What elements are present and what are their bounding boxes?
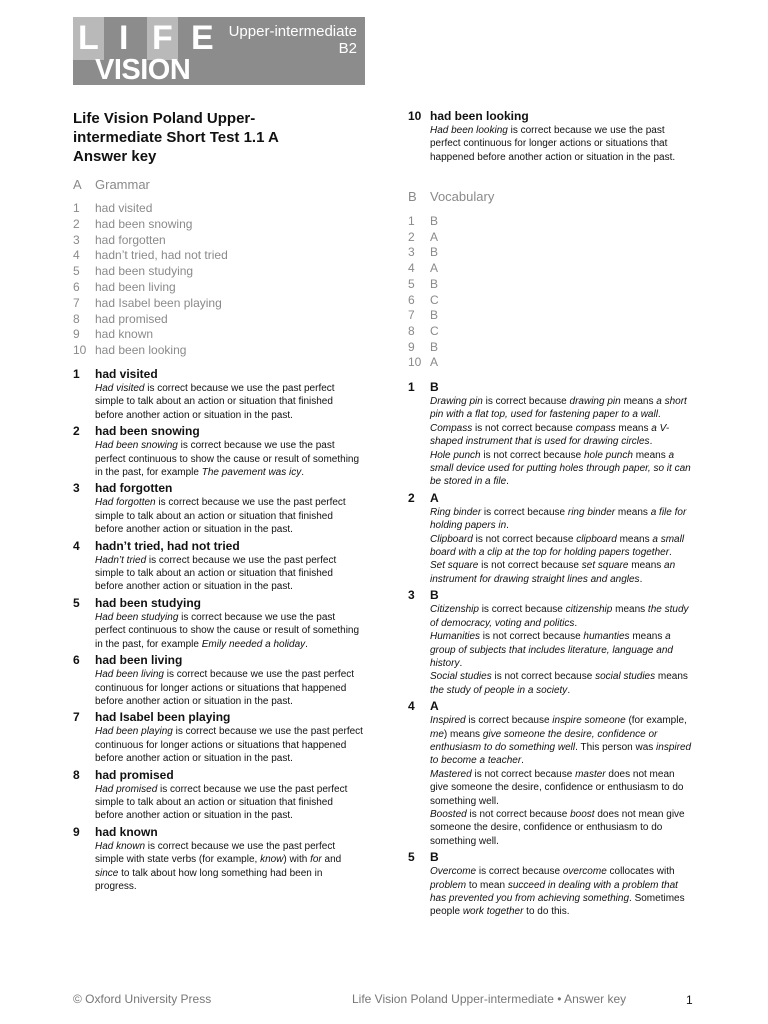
level-code: B2 [338, 40, 357, 57]
vocabulary-explanation-number: 5 [408, 850, 415, 865]
vocabulary-answer-text: C [430, 292, 439, 307]
grammar-answer-9 [73, 327, 228, 343]
vocabulary-explanation-answer: B [430, 380, 439, 394]
vocabulary-answer-2 [408, 230, 439, 246]
vocabulary-answer-1 [408, 214, 439, 230]
grammar-explanation-text: Hadn’t tried is correct because we use the past perfect simple to talk about an action or situation that finished before another action or situation in the past. [95, 554, 337, 593]
grammar-explanation-answer: had been living [95, 653, 183, 668]
grammar-explanation-number: 10 [408, 109, 422, 123]
vocabulary-answer-3 [408, 245, 439, 261]
grammar-explanation-number: 4 [73, 538, 80, 553]
vocabulary-answer-5 [408, 277, 439, 293]
logo-letter-l: L [78, 19, 99, 57]
grammar-answer-1 [73, 201, 228, 217]
grammar-explanation-2 [73, 424, 363, 479]
grammar-answer-5 [73, 264, 228, 280]
vocabulary-answer-text: A [430, 261, 439, 276]
grammar-explanation-7 [73, 710, 363, 765]
grammar-explanation-text: Had been studying is correct because we use the past perfect continuous to show the cause or result of something in the past, for example Emily needed a holiday. [95, 611, 360, 650]
grammar-explanation-text: Had visited is correct because we use the past perfect simple to talk about an action or situation that finished before another action or situation in the past. [95, 383, 335, 421]
grammar-answer-number: 6 [73, 279, 80, 294]
vocabulary-explanation-answer: A [430, 699, 439, 714]
grammar-explanation-text: Had promised is correct because we use the past perfect simple to talk about an action or situation that finished before another action or situation in the past. [95, 783, 348, 822]
grammar-answer-text: hadn’t tried, had not tried [95, 248, 228, 263]
vocabulary-explanation-text: Ring binder is correct because ring binder means a file for holding papers in. Clipboard is not correct because clipboard means a small board with a clip at the top for holding papers together. Set square is not correct because set square means an instrument for drawing straight lines and angles. [430, 506, 687, 585]
grammar-title: Grammar [95, 177, 150, 192]
vocabulary-answer-8 [408, 324, 439, 340]
grammar-answer-number: 7 [73, 295, 80, 310]
footer-title: Life Vision Poland Upper-intermediate • Answer key [352, 992, 627, 1006]
grammar-explanation-number: 1 [73, 367, 80, 381]
vocabulary-explanation-2 [408, 491, 693, 586]
vocabulary-answer-number: 8 [408, 323, 415, 338]
grammar-letter: A [73, 177, 82, 192]
vocabulary-letter: B [408, 189, 417, 204]
vocabulary-explanation-answer: B [430, 588, 439, 603]
grammar-explanation-10 [408, 109, 693, 164]
page-number: 1 [686, 993, 693, 1007]
vision-logo: VISION [95, 54, 191, 85]
vocabulary-answer-6 [408, 293, 439, 309]
grammar-answer-text: had forgotten [95, 232, 166, 247]
vocabulary-answer-text: B [430, 339, 439, 354]
grammar-answer-text: had been snowing [95, 216, 193, 231]
grammar-answer-text: had been living [95, 279, 176, 294]
copyright: © Oxford University Press [73, 992, 212, 1006]
vocabulary-explanation-3 [408, 588, 693, 697]
grammar-answer-10 [73, 343, 228, 359]
grammar-answer-number: 3 [73, 232, 80, 247]
vocabulary-title: Vocabulary [430, 189, 495, 204]
vocabulary-answer-10 [408, 355, 439, 371]
grammar-answer-number: 1 [73, 201, 80, 215]
grammar-explanation-8 [73, 768, 363, 823]
vocabulary-answer-text: B [430, 245, 439, 260]
vocabulary-explanation-text: Citizenship is correct because citizenship means the study of democracy, voting and politics. Humanities is not correct because humanties means a group of subjects that includes literature, language and history. Social studies is not correct because social studies means the study of people in a society. [430, 604, 689, 696]
grammar-answer-4 [73, 248, 228, 264]
vocabulary-explanation-text: Inspired is correct because inspire someone (for example, me) means give someone the desire, confidence or enthusiasm to do something well. This person was inspired to become a teacher. Mastered is not correct because master does not mean give someone the desire, confidence or enthusiasm to do something well. Boosted is not correct because boost does not mean give someone the desire, confidence or enthusiasm to do something well. [430, 715, 692, 847]
vocabulary-explanation-number: 1 [408, 380, 415, 394]
grammar-explanation-text: Had known is correct because we use the past perfect simple with state verbs (for example, know) with for and since to talk about how long something had been in progress. [95, 840, 342, 892]
vocabulary-answer-number: 10 [408, 355, 422, 370]
grammar-explanation-6 [73, 653, 363, 708]
vocabulary-answer-list [408, 214, 439, 371]
vocabulary-answer-number: 7 [408, 308, 415, 323]
grammar-answer-8 [73, 312, 228, 328]
grammar-answer-number: 4 [73, 248, 80, 263]
vocabulary-explanation-text: Overcome is correct because overcome collocates with problem to mean succeed in dealing with a problem that has prevented you from achieving something. Sometimes people work together to do this. [430, 866, 685, 918]
grammar-explanation-number: 2 [73, 424, 80, 439]
grammar-explanation-answer: had Isabel been playing [95, 710, 231, 725]
grammar-answer-number: 5 [73, 264, 80, 279]
vocabulary-answer-7 [408, 308, 439, 324]
grammar-explanation-number: 7 [73, 710, 80, 725]
grammar-answer-7 [73, 296, 228, 312]
grammar-explanation-answer: had promised [95, 767, 174, 782]
grammar-explanation-number: 5 [73, 595, 80, 610]
grammar-explanations [73, 367, 363, 895]
vocabulary-explanation-answer: B [430, 850, 439, 865]
vocabulary-answer-number: 6 [408, 292, 415, 307]
vocabulary-explanation-number: 3 [408, 588, 415, 603]
vocabulary-explanation-4 [408, 699, 693, 848]
grammar-answer-text: had been looking [95, 343, 187, 358]
grammar-explanation-text: Had forgotten is correct because we use the past perfect simple to talk about an action or situation that finished before another action or situation in the past. [95, 497, 346, 536]
vocabulary-answer-number: 5 [408, 276, 415, 291]
grammar-explanation-answer: had forgotten [95, 481, 173, 496]
grammar-explanation-5 [73, 596, 363, 651]
grammar-answer-text: had been studying [95, 264, 194, 279]
grammar-explanation-1 [73, 367, 363, 422]
level-label [229, 23, 357, 57]
vocabulary-answer-text: C [430, 323, 439, 338]
vocabulary-answer-text: B [430, 308, 439, 323]
grammar-answer-3 [73, 233, 228, 249]
grammar-explanation-number: 3 [73, 481, 80, 496]
grammar-answer-text: had known [95, 327, 154, 342]
vocabulary-explanation-1 [408, 380, 693, 489]
vocabulary-answer-number: 9 [408, 339, 415, 354]
vocabulary-explanation-number: 4 [408, 699, 415, 714]
grammar-explanation-number: 8 [73, 767, 80, 782]
grammar-explanation-4 [73, 539, 363, 594]
grammar-explanation-number: 9 [73, 824, 80, 839]
grammar-explanation-answer: had known [95, 824, 158, 839]
grammar-explanation-answer: hadn’t tried, had not tried [95, 538, 240, 553]
grammar-explanation-9 [73, 825, 363, 894]
grammar-answer-text: had visited [95, 201, 153, 215]
vocabulary-answer-text: B [430, 214, 439, 228]
grammar-answer-number: 2 [73, 216, 80, 231]
vocabulary-answer-text: B [430, 276, 439, 291]
vocabulary-answer-number: 4 [408, 261, 415, 276]
vocabulary-explanations [408, 380, 693, 921]
vocabulary-explanation-text: Drawing pin is correct because drawing pin means a short pin with a flat top, used for fastening paper to a wall. Compass is not correct because compass means a V-shaped instrument that is used for drawing circles. Hole punch is not correct because hole punch means a small device used for putting holes through paper, so it can be stored in a file. [430, 396, 691, 488]
grammar-explanation-text: Had been playing is correct because we use the past perfect continuous for longer actions or situations that happened before another action or situation in the past. [95, 726, 363, 765]
grammar-explanation-3 [73, 481, 363, 536]
grammar-explanation-text: Had been living is correct because we use the past perfect continuous for longer actions or situations that happened before another action or situation in the past. [95, 669, 355, 707]
logo-letter-i: I [119, 19, 129, 57]
grammar-answer-2 [73, 217, 228, 233]
grammar-explanation-text: Had been looking is correct because we use the past perfect continuous for longer actions or situations that happened before another action or situation in the past. [430, 125, 676, 163]
grammar-answer-list [73, 201, 228, 359]
grammar-explanation-text: Had been snowing is correct because we use the past perfect continuous to show the cause or result of something in the past, for example The pavement was icy. [95, 440, 360, 479]
vocabulary-answer-text: A [430, 229, 439, 244]
vocabulary-explanation-5 [408, 850, 693, 919]
grammar-explanation-answer: had visited [95, 367, 158, 381]
vocabulary-explanation-number: 2 [408, 490, 415, 505]
logo-letter-f: F [152, 19, 173, 57]
level-name: Upper-intermediate [228, 23, 357, 40]
vocabulary-answer-9 [408, 340, 439, 356]
grammar-explanation-answer: had been studying [95, 595, 202, 610]
grammar-explanation-number: 6 [73, 653, 80, 668]
logo-letter-e: E [191, 19, 214, 57]
page-title: Life Vision Poland Upper-intermediate Short Test 1.1 A Answer key [73, 110, 279, 165]
vocabulary-answer-4 [408, 261, 439, 277]
grammar-explanation-answer: had been looking [430, 109, 529, 123]
vocabulary-heading [408, 189, 494, 204]
vocabulary-answer-number: 3 [408, 245, 415, 260]
grammar-answer-number: 8 [73, 311, 80, 326]
vocabulary-explanation-answer: A [430, 490, 439, 505]
vocabulary-answer-text: A [430, 355, 439, 370]
brand-banner [73, 17, 365, 85]
grammar-explanation-answer: had been snowing [95, 424, 200, 439]
grammar-heading [73, 177, 150, 192]
grammar-explanations-continued [408, 109, 693, 164]
vocabulary-answer-number: 2 [408, 229, 415, 244]
grammar-answer-6 [73, 280, 228, 296]
vocabulary-answer-number: 1 [408, 214, 415, 228]
grammar-answer-number: 9 [73, 327, 80, 342]
grammar-answer-number: 10 [73, 343, 87, 358]
grammar-answer-text: had Isabel been playing [95, 295, 222, 310]
grammar-answer-text: had promised [95, 311, 168, 326]
